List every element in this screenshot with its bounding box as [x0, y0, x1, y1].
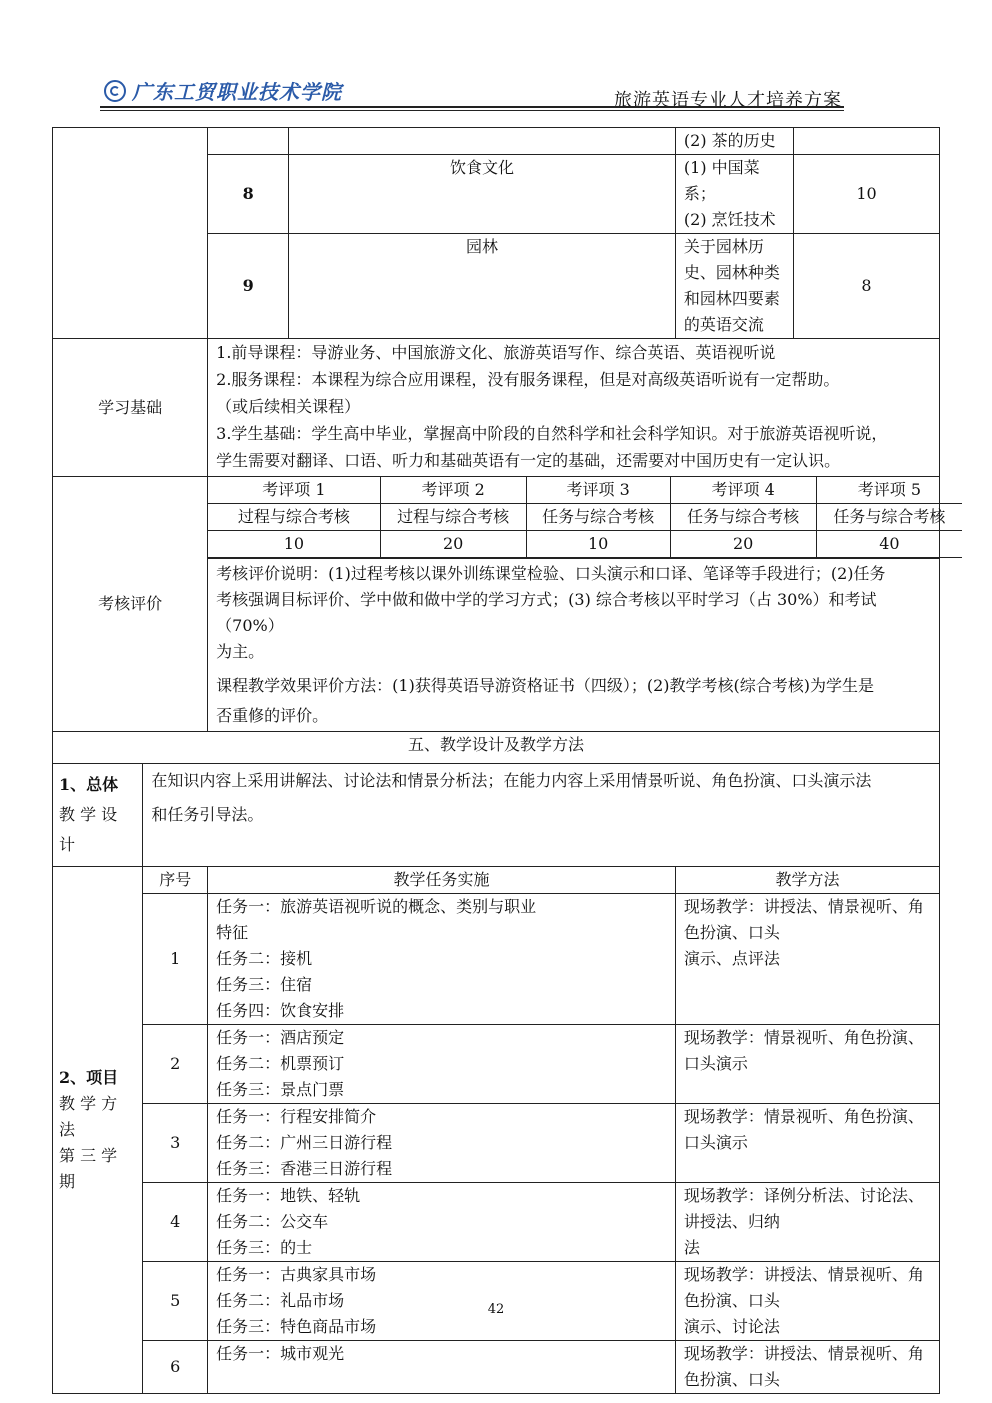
assessment-items-row — [208, 477, 962, 504]
task-list — [208, 894, 676, 1025]
school-emblem-icon — [104, 80, 126, 102]
desc-line: 为主。 — [216, 642, 265, 661]
content-line: 和园林四要素的英语交流 — [683, 289, 780, 334]
task-line: 任务三：香港三日游行程 — [216, 1159, 393, 1178]
column-header: 教学任务实施 — [208, 867, 676, 894]
method-line: 现场教学：讲授法、情景视听、角色扮演、口头 — [683, 1265, 924, 1310]
assessment-type: 任务与综合考核 — [526, 504, 670, 531]
task-list — [208, 1262, 676, 1341]
task-list — [208, 1104, 676, 1183]
overall-design-label — [53, 764, 143, 867]
task-line: 任务二：礼品市场 — [216, 1291, 345, 1310]
basis-content — [208, 339, 940, 477]
table-row — [53, 1262, 940, 1341]
task-list — [208, 1025, 676, 1104]
assessment-item: 考评项 2 — [380, 477, 526, 504]
task-list — [208, 1341, 676, 1394]
content-line: (1) 中国菜系； — [683, 158, 760, 203]
table-row — [53, 764, 940, 867]
label-line: 期 — [59, 1172, 76, 1191]
basis-line: 学生需要对翻译、口语、听力和基础英语有一定的基础，还需要对中国历史有一定认识。 — [216, 451, 841, 470]
label-line: 教 学 设 — [59, 805, 118, 824]
method-line: 现场教学：情景视听、角色扮演、口头演示 — [683, 1028, 924, 1073]
task-line: 任务一：酒店预定 — [216, 1028, 345, 1047]
method-cell — [675, 1341, 939, 1394]
method-cell — [675, 1025, 939, 1104]
method-line: 现场教学：情景视听、角色扮演、口头演示 — [683, 1107, 924, 1152]
topic-name — [289, 128, 676, 155]
table-row — [53, 477, 940, 559]
assessment-grid — [208, 477, 962, 558]
empty-cell — [53, 128, 208, 339]
desc-line: 考核评价说明：(1)过程考核以课外训练课堂检验、口头演示和口译、笔译等手段进行；(2)任务 — [216, 564, 886, 583]
label-line: 教 学 方 — [59, 1094, 118, 1113]
table-row — [53, 1025, 940, 1104]
method-cell — [675, 1262, 939, 1341]
basis-line: （或后续相关课程） — [216, 397, 361, 416]
task-line: 任务一：古典家具市场 — [216, 1265, 377, 1284]
school-name: 广东工贸职业技术学院 — [132, 80, 342, 104]
text-line: 和任务引导法。 — [151, 805, 264, 824]
row-number: 6 — [143, 1341, 208, 1394]
assessment-item: 考评项 3 — [526, 477, 670, 504]
method-line: 法 — [683, 1238, 700, 1257]
section-label: 考核评价 — [53, 477, 208, 732]
method-line: 演示、点评法 — [683, 949, 780, 968]
task-line: 任务二：广州三日游行程 — [216, 1133, 393, 1152]
assessment-score: 40 — [816, 531, 962, 558]
method-cell — [675, 1104, 939, 1183]
row-number — [208, 128, 289, 155]
label-line: 第 三 学 — [59, 1146, 118, 1165]
assessment-scores-row — [208, 531, 962, 558]
document-title: 旅游英语专业人才培养方案 — [614, 90, 842, 111]
table-row — [53, 339, 940, 477]
task-line: 任务一：行程安排简介 — [216, 1107, 377, 1126]
label-line: 法 — [59, 1120, 76, 1139]
task-line: 任务二：接机 — [216, 949, 313, 968]
section-heading: 五、教学设计及教学方法 — [53, 732, 940, 764]
task-line: 任务三：住宿 — [216, 975, 313, 994]
row-number: 1 — [143, 894, 208, 1025]
topic-name: 饮食文化 — [289, 155, 676, 234]
topic-content: (2) 茶的历史 — [675, 128, 793, 155]
row-number: 8 — [208, 155, 289, 234]
assessment-type: 过程与综合考核 — [380, 504, 526, 531]
task-line: 任务三：的士 — [216, 1238, 313, 1257]
assessment-score: 10 — [208, 531, 380, 558]
task-line: 任务二：机票预订 — [216, 1054, 345, 1073]
assessment-type: 过程与综合考核 — [208, 504, 380, 531]
column-header: 序号 — [143, 867, 208, 894]
content-line: (2) 烹饪技术 — [683, 210, 776, 229]
topic-hours: 8 — [794, 234, 940, 339]
task-line: 特征 — [216, 923, 249, 942]
content-line: 关于园林历史、园林种类 — [683, 237, 780, 282]
assessment-item: 考评项 4 — [670, 477, 816, 504]
method-cell — [675, 894, 939, 1025]
method-line: 演示、讨论法 — [683, 1317, 780, 1336]
section-label: 学习基础 — [53, 339, 208, 477]
column-header: 教学方法 — [675, 867, 939, 894]
row-number: 5 — [143, 1262, 208, 1341]
table-row — [53, 867, 940, 894]
task-line: 任务四：饮食安排 — [216, 1001, 345, 1020]
topic-hours: 10 — [794, 155, 940, 234]
label-line: 计 — [59, 835, 76, 854]
method-cell — [675, 1183, 939, 1262]
task-line: 任务三：景点门票 — [216, 1080, 345, 1099]
table-row — [53, 1341, 940, 1394]
page-number: 42 — [487, 1302, 505, 1317]
basis-line: 1.前导课程：导游业务、中国旅游文化、旅游英语写作、综合英语、英语视听说 — [216, 343, 776, 362]
topic-content — [675, 234, 793, 339]
assessment-item: 考评项 1 — [208, 477, 380, 504]
topic-content — [675, 155, 793, 234]
header-rule — [100, 106, 844, 108]
topic-hours — [794, 128, 940, 155]
desc-line: 考核强调目标评价、学中做和做中学的学习方式；(3) 综合考核以平时学习（占 30%）和考试（70%） — [216, 590, 877, 635]
assessment-types-row — [208, 504, 962, 531]
header-rule-thin — [100, 110, 844, 111]
assessment-score: 10 — [526, 531, 670, 558]
label-line: 2、项目 — [59, 1068, 119, 1087]
assessment-item: 考评项 5 — [816, 477, 962, 504]
desc-line: 课程教学效果评价方法：(1)获得英语导游资格证书（四级）；(2)教学考核(综合考核)为学生是 — [216, 676, 874, 695]
method-line: 现场教学：讲授法、情景视听、角色扮演、口头 — [683, 897, 924, 942]
assessment-score: 20 — [670, 531, 816, 558]
label-line: 1、总体 — [59, 775, 119, 794]
assessment-description — [208, 559, 940, 732]
table-row — [53, 732, 940, 764]
task-line: 任务一：城市观光 — [216, 1344, 345, 1363]
desc-line: 否重修的评价。 — [216, 706, 329, 725]
school-logo — [104, 76, 342, 105]
method-line: 现场教学：讲授法、情景视听、角色扮演、口头 — [683, 1344, 924, 1389]
overall-design-text — [143, 764, 940, 867]
table-row — [53, 128, 940, 155]
table-row — [53, 894, 940, 1025]
row-number: 9 — [208, 234, 289, 339]
curriculum-table — [52, 127, 946, 1394]
basis-line: 3.学生基础：学生高中毕业，掌握高中阶段的自然科学和社会科学知识。对于旅游英语视听说， — [216, 424, 888, 443]
assessment-type: 任务与综合考核 — [670, 504, 816, 531]
task-line: 任务一：旅游英语视听说的概念、类别与职业 — [216, 897, 537, 916]
row-number: 2 — [143, 1025, 208, 1104]
row-number: 3 — [143, 1104, 208, 1183]
task-line: 任务一：地铁、轻轨 — [216, 1186, 361, 1205]
table-row — [53, 1183, 940, 1262]
task-line: 任务三：特色商品市场 — [216, 1317, 377, 1336]
row-number: 4 — [143, 1183, 208, 1262]
text-line: 在知识内容上采用讲解法、讨论法和情景分析法；在能力内容上采用情景听说、角色扮演、口头演示法 — [151, 771, 872, 790]
assessment-grid-cell — [208, 477, 946, 559]
assessment-score: 20 — [380, 531, 526, 558]
table-row — [53, 1104, 940, 1183]
basis-line: 2.服务课程：本课程为综合应用课程，没有服务课程，但是对高级英语听说有一定帮助。 — [216, 370, 840, 389]
task-list — [208, 1183, 676, 1262]
topic-name: 园林 — [289, 234, 676, 339]
task-line: 任务二：公交车 — [216, 1212, 329, 1231]
method-line: 现场教学：译例分析法、讨论法、讲授法、归纳 — [683, 1186, 924, 1231]
assessment-type: 任务与综合考核 — [816, 504, 962, 531]
